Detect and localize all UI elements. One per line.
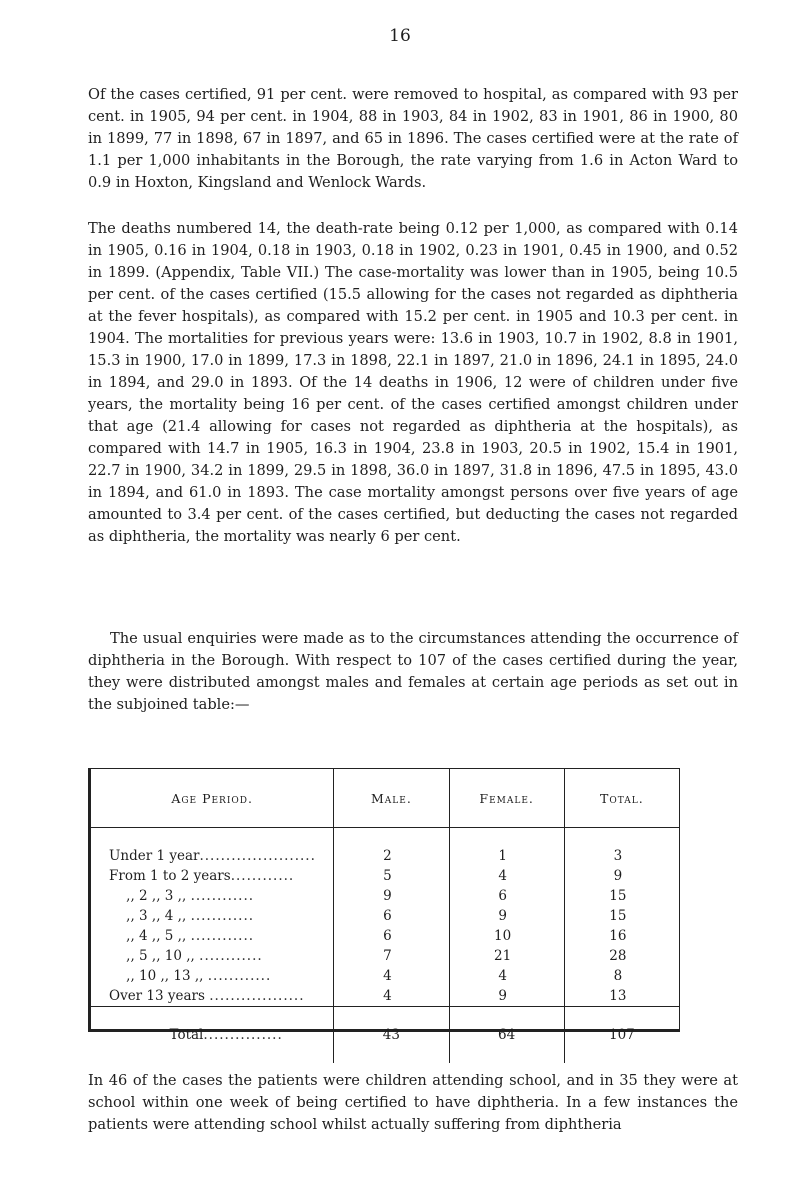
header-total: Total.: [564, 769, 679, 828]
table-row-age: ,, 10 ,, 13 ,, ............: [126, 968, 272, 984]
total-male: 43: [334, 1007, 449, 1064]
table-total-row: [91, 1007, 679, 1064]
cell-male: 6: [383, 908, 392, 924]
cell-total: 15: [609, 908, 627, 924]
total-female: 64: [449, 1007, 564, 1064]
female-column: [449, 828, 564, 1007]
cell-total: 15: [609, 888, 627, 904]
header-male: Male.: [334, 769, 449, 828]
cell-male: 2: [383, 848, 392, 864]
cell-female: 1: [498, 848, 507, 864]
cell-female: 4: [498, 968, 507, 984]
table-row-age: Under 1 year......................: [109, 848, 316, 864]
cell-total: 28: [609, 948, 627, 964]
total-total: 107: [564, 1007, 679, 1064]
cell-female: 9: [498, 988, 507, 1004]
cell-female: 10: [494, 928, 512, 944]
cell-female: 21: [494, 948, 512, 964]
cell-female: 6: [498, 888, 507, 904]
cell-male: 9: [383, 888, 392, 904]
table-row-age: From 1 to 2 years............: [109, 868, 295, 884]
cell-total: 16: [609, 928, 627, 944]
table-row-age: Over 13 years ..................: [109, 988, 305, 1004]
total-label: Total...............: [91, 1007, 334, 1064]
total-column: [564, 828, 679, 1007]
cell-male: 7: [383, 948, 392, 964]
paragraph-school-attendance: In 46 of the cases the patients were children attending school, and in 35 they were at school within one week of being certified to have diphtheria. In a few instances the patients were attending school whilst actually suffering from diphtheria: [88, 1072, 738, 1133]
cell-female: 9: [498, 908, 507, 924]
cell-total: 3: [613, 848, 623, 864]
paragraph-enquiries: The usual enquiries were made as to the circumstances attending the occurrence of diphtheria in the Borough. With respect to 107 of the cases certified during the year, they were distributed amongst males and females at certain age periods as set out in the subjoined table:—: [88, 630, 738, 713]
cell-total: 9: [613, 868, 623, 884]
header-female: Female.: [449, 769, 564, 828]
age-period-column: [91, 828, 334, 1007]
paragraph-hospital-removals: Of the cases certified, 91 per cent. were removed to hospital, as compared with 93 per cent. in 1905, 94 per cent. in 1904, 88 in 1903, 84 in 1902, 83 in 1901, 86 in 1900, 80 in 1899, 77 in 1898, 67 in 1897, and 65 in 1896. The cases certified were at the rate of 1.1 per 1,000 inhabitants in the Borough, the rate varying from 1.6 in Acton Ward to 0.9 in Hoxton, Kingsland and Wenlock Wards.: [88, 86, 738, 191]
age-period-table: [88, 768, 680, 1043]
header-age-period: Age Period.: [91, 769, 334, 828]
cell-male: 4: [383, 988, 392, 1004]
cell-male: 6: [383, 928, 392, 944]
table-row-age: ,, 3 ,, 4 ,, ............: [126, 908, 255, 924]
cell-male: 5: [383, 868, 392, 884]
cell-male: 4: [383, 968, 392, 984]
cell-total: 13: [609, 988, 627, 1004]
table-row-age: ,, 2 ,, 3 ,, ............: [126, 888, 255, 904]
paragraph-deaths: The deaths numbered 14, the death-rate being 0.12 per 1,000, as compared with 0.14 in 1905, 0.16 in 1904, 0.18 in 1903, 0.18 in 1902, 0.23 in 1901, 0.45 in 1900, and 0.52 in 1899. (Appendix, Table VII.) The case-mortality was lower than in 1905, being 10.5 per cent. of the cases certified (15.5 allowing for the cases not regarded as diphtheria at the fever hospitals), as compared with 15.2 per cent. in 1905 and 10.3 per cent. in 1904. The mortalities for previous years were: 13.6 in 1903, 10.7 in 1902, 8.8 in 1901, 15.3 in 1900, 17.0 in 1899, 17.3 in 1898, 22.1 in 1897, 21.0 in 1896, 24.1 in 1895, 24.0 in 1894, and 29.0 in 1893. Of the 14 deaths in 1906, 12 were of children under five years, the mortality being 16 per cent. of the cases certified amongst children under that age (21.4 allowing for cases not regarded as diphtheria at the hospitals), as compared with 14.7 in 1905, 16.3 in 1904, 23.8 in 1903, 20.5 in 1902, 15.4 in 1901, 22.7 in 1900, 34.2 in 1899, 29.5 in 1898, 36.0 in 1897, 31.8 in 1896, 47.5 in 1895, 43.0 in 1894, and 61.0 in 1893. The case mortality amongst persons over five years of age amounted to 3.4 per cent. of the cases certified, but deducting the cases not regarded as diphtheria, the mortality was nearly 6 per cent.: [88, 220, 738, 545]
cell-total: 8: [613, 968, 623, 984]
male-column: [334, 828, 449, 1007]
table-row-age: ,, 5 ,, 10 ,, ............: [126, 948, 263, 964]
page-number: 16: [389, 26, 411, 46]
table-row-age: ,, 4 ,, 5 ,, ............: [126, 928, 255, 944]
cell-female: 4: [498, 868, 507, 884]
